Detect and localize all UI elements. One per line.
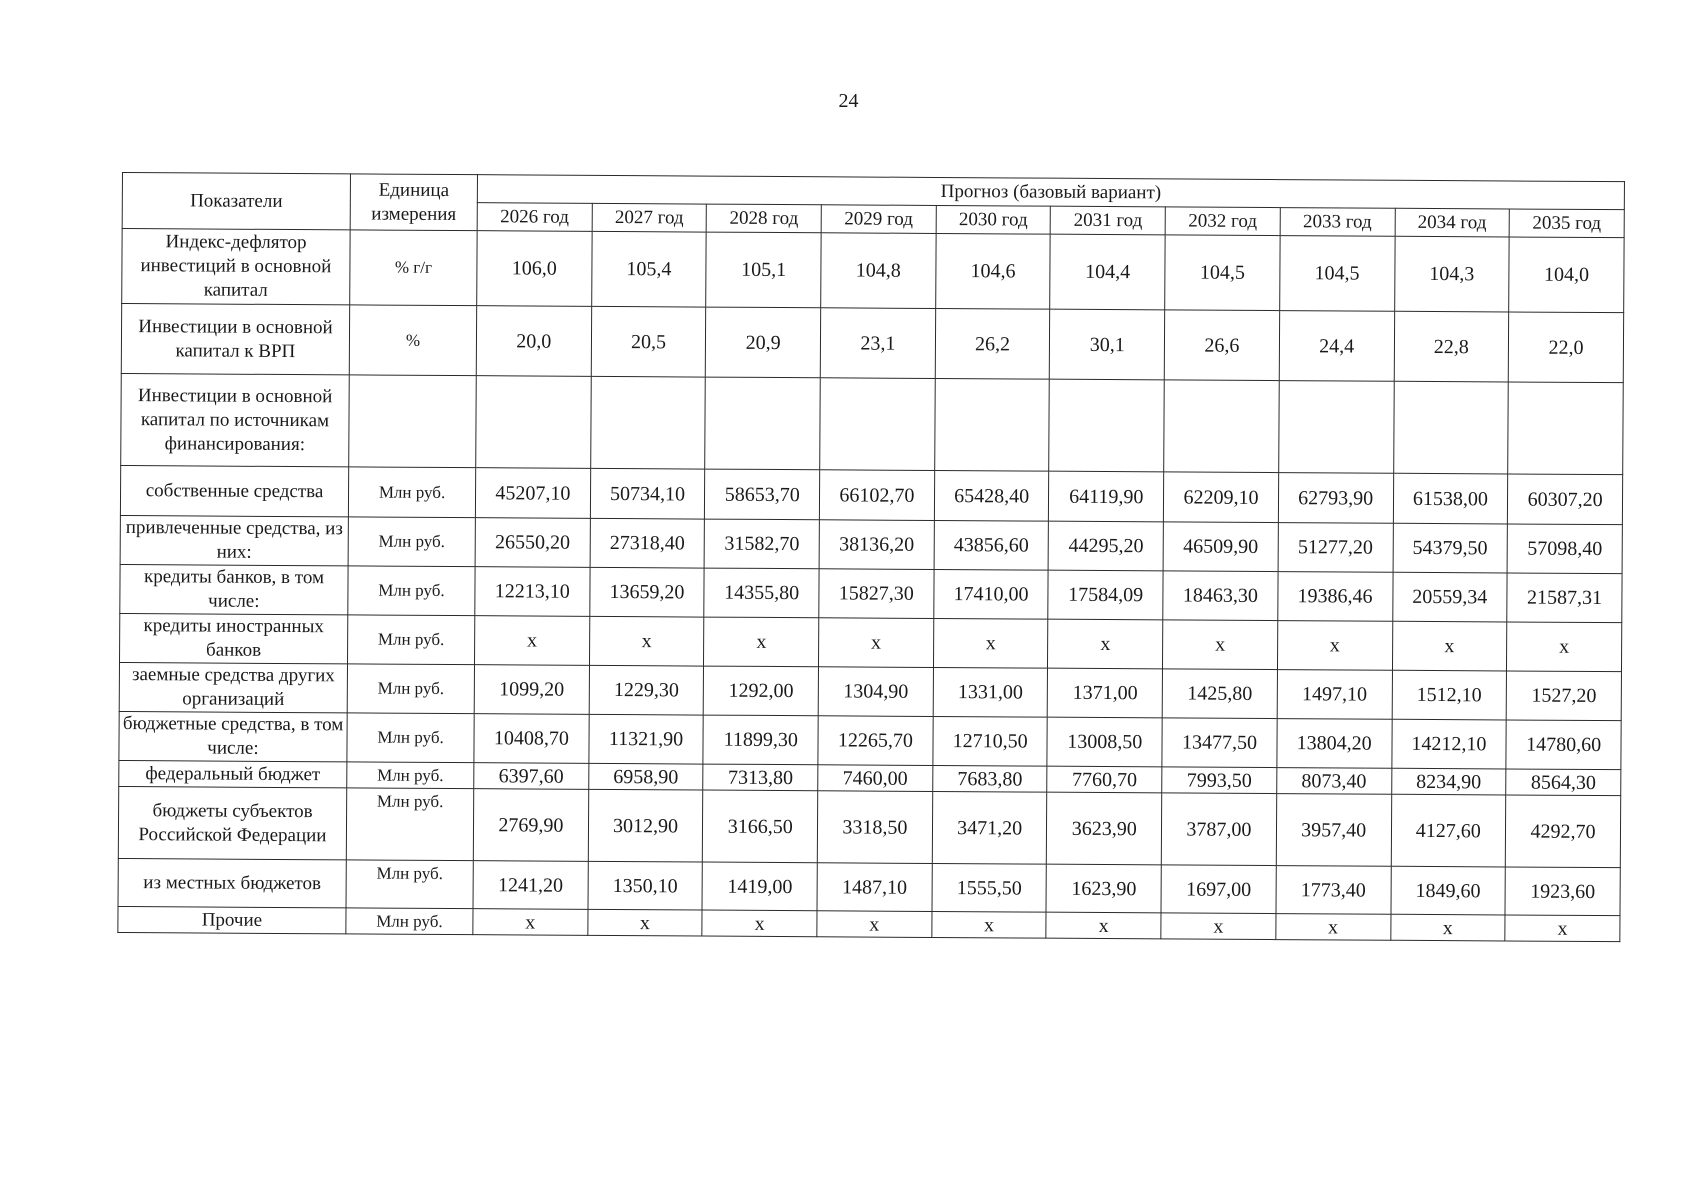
value-cell: 66102,70 <box>819 470 934 521</box>
value-cell: 105,4 <box>591 231 706 307</box>
value-cell: 19386,46 <box>1278 572 1393 622</box>
value-cell: 30,1 <box>1050 309 1165 380</box>
value-cell: 3471,20 <box>932 791 1047 864</box>
value-cell: 104,6 <box>935 233 1050 309</box>
value-cell: 44295,20 <box>1049 521 1164 571</box>
value-cell: x <box>1390 914 1505 941</box>
value-cell: 14212,10 <box>1391 719 1506 769</box>
value-cell <box>705 377 820 470</box>
value-cell: 23,1 <box>820 308 935 379</box>
value-cell: 14780,60 <box>1506 720 1621 770</box>
value-cell: 105,1 <box>706 232 821 308</box>
value-cell: 1623,90 <box>1046 864 1161 913</box>
value-cell: 1849,60 <box>1390 866 1505 915</box>
value-cell <box>590 376 705 469</box>
value-cell: 18463,30 <box>1163 571 1278 621</box>
value-cell: 31582,70 <box>704 519 819 569</box>
table-row <box>118 786 1620 867</box>
value-cell: x <box>819 618 934 668</box>
row-unit: % г/г <box>350 230 477 306</box>
row-label: привлеченные средства, из них: <box>120 515 348 565</box>
value-cell: 27318,40 <box>590 518 705 568</box>
row-label: Инвестиции в основной капитал к ВРП <box>121 304 349 375</box>
value-cell: 3318,50 <box>817 791 932 864</box>
value-cell: x <box>1161 913 1276 940</box>
table-row <box>120 465 1622 524</box>
value-cell: 64119,90 <box>1049 471 1164 522</box>
header-indicator: Показатели <box>122 173 350 230</box>
value-cell: 12213,10 <box>475 567 590 617</box>
value-cell: 17584,09 <box>1048 570 1163 620</box>
value-cell: 4127,60 <box>1391 794 1506 867</box>
value-cell: 104,8 <box>821 233 936 309</box>
value-cell: 1350,10 <box>588 861 703 910</box>
value-cell: x <box>817 911 932 938</box>
row-label: бюджеты субъектов Российской Федерации <box>118 786 346 859</box>
value-cell: 1512,10 <box>1392 670 1507 720</box>
row-unit: % <box>349 305 476 376</box>
value-cell: 50734,10 <box>590 468 705 519</box>
value-cell: 6397,60 <box>474 763 589 790</box>
value-cell: x <box>474 616 589 666</box>
row-label: собственные средства <box>120 465 348 516</box>
value-cell: x <box>589 616 704 666</box>
header-year: 2031 год <box>1051 206 1166 235</box>
value-cell: 20,9 <box>706 307 821 378</box>
value-cell: 26,2 <box>935 308 1050 379</box>
value-cell: x <box>588 909 703 936</box>
row-label: кредиты иностранных банков <box>120 613 348 663</box>
value-cell <box>1164 380 1279 473</box>
value-cell: x <box>1163 620 1278 670</box>
header-year: 2026 год <box>477 203 592 232</box>
value-cell: 1497,10 <box>1277 670 1392 720</box>
value-cell: 6958,90 <box>588 763 703 790</box>
row-label: заемные средства других организаций <box>119 662 347 712</box>
value-cell <box>1508 382 1623 475</box>
value-cell: 12265,70 <box>818 716 933 766</box>
header-year: 2033 год <box>1280 208 1395 237</box>
value-cell: 58653,70 <box>705 469 820 520</box>
header-unit: Единица измерения <box>350 174 477 231</box>
row-unit: Млн руб. <box>347 615 474 665</box>
value-cell: x <box>932 911 1047 938</box>
value-cell: 26550,20 <box>475 518 590 568</box>
value-cell <box>1049 379 1164 472</box>
value-cell: 20,0 <box>476 306 591 377</box>
value-cell: 1292,00 <box>704 666 819 716</box>
value-cell: 24,4 <box>1279 311 1394 382</box>
row-unit: Млн руб. <box>348 517 475 567</box>
row-label: федеральный бюджет <box>119 760 347 787</box>
value-cell: 13008,50 <box>1047 717 1162 767</box>
row-unit: Млн руб. <box>346 860 473 909</box>
value-cell: 13804,20 <box>1277 719 1392 769</box>
value-cell: 3623,90 <box>1047 792 1162 865</box>
value-cell: 20,5 <box>591 306 706 377</box>
value-cell: 7313,80 <box>703 764 818 791</box>
value-cell: 7460,00 <box>818 765 933 792</box>
value-cell: 1555,50 <box>932 863 1047 912</box>
value-cell: 104,3 <box>1394 236 1509 312</box>
row-label: Инвестиции в основной капитал по источникам финансирования: <box>121 373 350 466</box>
value-cell: 104,5 <box>1165 235 1280 311</box>
value-cell: 104,0 <box>1509 237 1624 313</box>
value-cell: 13477,50 <box>1162 718 1277 768</box>
value-cell: 1773,40 <box>1276 866 1391 915</box>
value-cell: 61538,00 <box>1393 473 1508 524</box>
value-cell: 104,4 <box>1050 234 1165 310</box>
value-cell: 62793,90 <box>1278 473 1393 524</box>
value-cell: x <box>1046 912 1161 939</box>
value-cell: 11321,90 <box>589 714 704 764</box>
header-year: 2029 год <box>821 205 936 234</box>
value-cell: 8564,30 <box>1506 769 1621 796</box>
value-cell: 1099,20 <box>474 665 589 715</box>
value-cell: 3012,90 <box>588 789 703 862</box>
value-cell: 60307,20 <box>1508 474 1623 525</box>
value-cell: 65428,40 <box>934 470 1049 521</box>
row-unit: Млн руб. <box>346 908 473 935</box>
row-unit: Млн руб. <box>348 566 475 616</box>
header-year: 2035 год <box>1509 209 1624 238</box>
value-cell: 26,6 <box>1164 310 1279 381</box>
value-cell: 46509,90 <box>1163 522 1278 572</box>
row-label: бюджетные средства, в том числе: <box>119 711 347 761</box>
value-cell: 1425,80 <box>1162 669 1277 719</box>
value-cell: 1527,20 <box>1506 671 1621 721</box>
value-cell: 1697,00 <box>1161 865 1276 914</box>
row-unit: Млн руб. <box>347 713 474 763</box>
table-row <box>121 304 1623 383</box>
value-cell: 3787,00 <box>1161 793 1276 866</box>
header-year: 2030 год <box>936 205 1051 234</box>
value-cell: 38136,20 <box>819 520 934 570</box>
value-cell: 7993,50 <box>1162 767 1277 794</box>
value-cell <box>1393 381 1508 474</box>
value-cell: x <box>1048 619 1163 669</box>
value-cell: 4292,70 <box>1505 795 1620 868</box>
value-cell: 1419,00 <box>702 862 817 911</box>
value-cell: x <box>1276 914 1391 941</box>
value-cell: 1923,60 <box>1505 867 1620 916</box>
header-year: 2027 год <box>592 203 707 232</box>
row-unit: Млн руб. <box>346 788 473 861</box>
row-label: из местных бюджетов <box>118 858 346 907</box>
value-cell: 43856,60 <box>934 520 1049 570</box>
value-cell: x <box>1507 622 1622 672</box>
value-cell: 7760,70 <box>1047 766 1162 793</box>
value-cell: 51277,20 <box>1278 523 1393 573</box>
value-cell <box>934 378 1049 471</box>
value-cell: 1229,30 <box>589 665 704 715</box>
value-cell: 1241,20 <box>473 861 588 910</box>
value-cell: 1304,90 <box>818 667 933 717</box>
value-cell: 20559,34 <box>1392 572 1507 622</box>
value-cell <box>476 376 591 469</box>
value-cell: 45207,10 <box>475 468 590 519</box>
row-unit: Млн руб. <box>347 664 474 714</box>
value-cell: x <box>1392 621 1507 671</box>
row-unit: Млн руб. <box>348 467 475 518</box>
row-label: Прочие <box>118 906 346 933</box>
value-cell: x <box>473 909 588 936</box>
value-cell: 3957,40 <box>1276 794 1391 867</box>
value-cell: x <box>704 617 819 667</box>
value-cell: 1331,00 <box>933 667 1048 717</box>
value-cell: 12710,50 <box>933 716 1048 766</box>
header-year: 2034 год <box>1395 208 1510 237</box>
value-cell: 57098,40 <box>1507 524 1622 574</box>
value-cell: 21587,31 <box>1507 573 1622 623</box>
value-cell: 1487,10 <box>817 863 932 912</box>
header-year: 2032 год <box>1165 207 1280 236</box>
value-cell: x <box>702 910 817 937</box>
value-cell: 3166,50 <box>703 790 818 863</box>
value-cell: 8234,90 <box>1391 768 1506 795</box>
value-cell: 14355,80 <box>704 568 819 618</box>
value-cell <box>1278 381 1393 474</box>
value-cell: 13659,20 <box>589 567 704 617</box>
value-cell: 104,5 <box>1279 236 1394 312</box>
value-cell: 1371,00 <box>1048 668 1163 718</box>
value-cell: x <box>1277 621 1392 671</box>
value-cell: 11899,30 <box>703 715 818 765</box>
value-cell: x <box>1505 915 1620 942</box>
page-number: 24 <box>838 90 859 112</box>
value-cell: 2769,90 <box>473 789 588 862</box>
value-cell: 62209,10 <box>1164 472 1279 523</box>
value-cell: x <box>933 618 1048 668</box>
value-cell: 8073,40 <box>1277 768 1392 795</box>
value-cell: 15827,30 <box>819 569 934 619</box>
row-label: Индекс-дефлятор инвестиций в основной капитал <box>122 229 350 305</box>
value-cell: 17410,00 <box>934 569 1049 619</box>
value-cell: 22,8 <box>1394 311 1509 382</box>
forecast-table-wrapper <box>117 172 1624 942</box>
table-row <box>121 373 1624 474</box>
header-forecast: Прогноз (базовый вариант) <box>477 175 1624 210</box>
table-row <box>122 229 1624 313</box>
header-year: 2028 год <box>707 204 822 233</box>
value-cell: 106,0 <box>477 231 592 307</box>
value-cell: 7683,80 <box>932 765 1047 792</box>
investment-forecast-table <box>117 172 1625 942</box>
row-label: кредиты банков, в том числе: <box>120 564 348 614</box>
row-unit: Млн руб. <box>347 762 474 789</box>
value-cell <box>820 378 935 471</box>
value-cell: 54379,50 <box>1393 523 1508 573</box>
value-cell: 10408,70 <box>474 714 589 764</box>
value-cell: 22,0 <box>1508 312 1623 383</box>
row-unit <box>349 375 477 468</box>
table-body <box>118 229 1624 942</box>
